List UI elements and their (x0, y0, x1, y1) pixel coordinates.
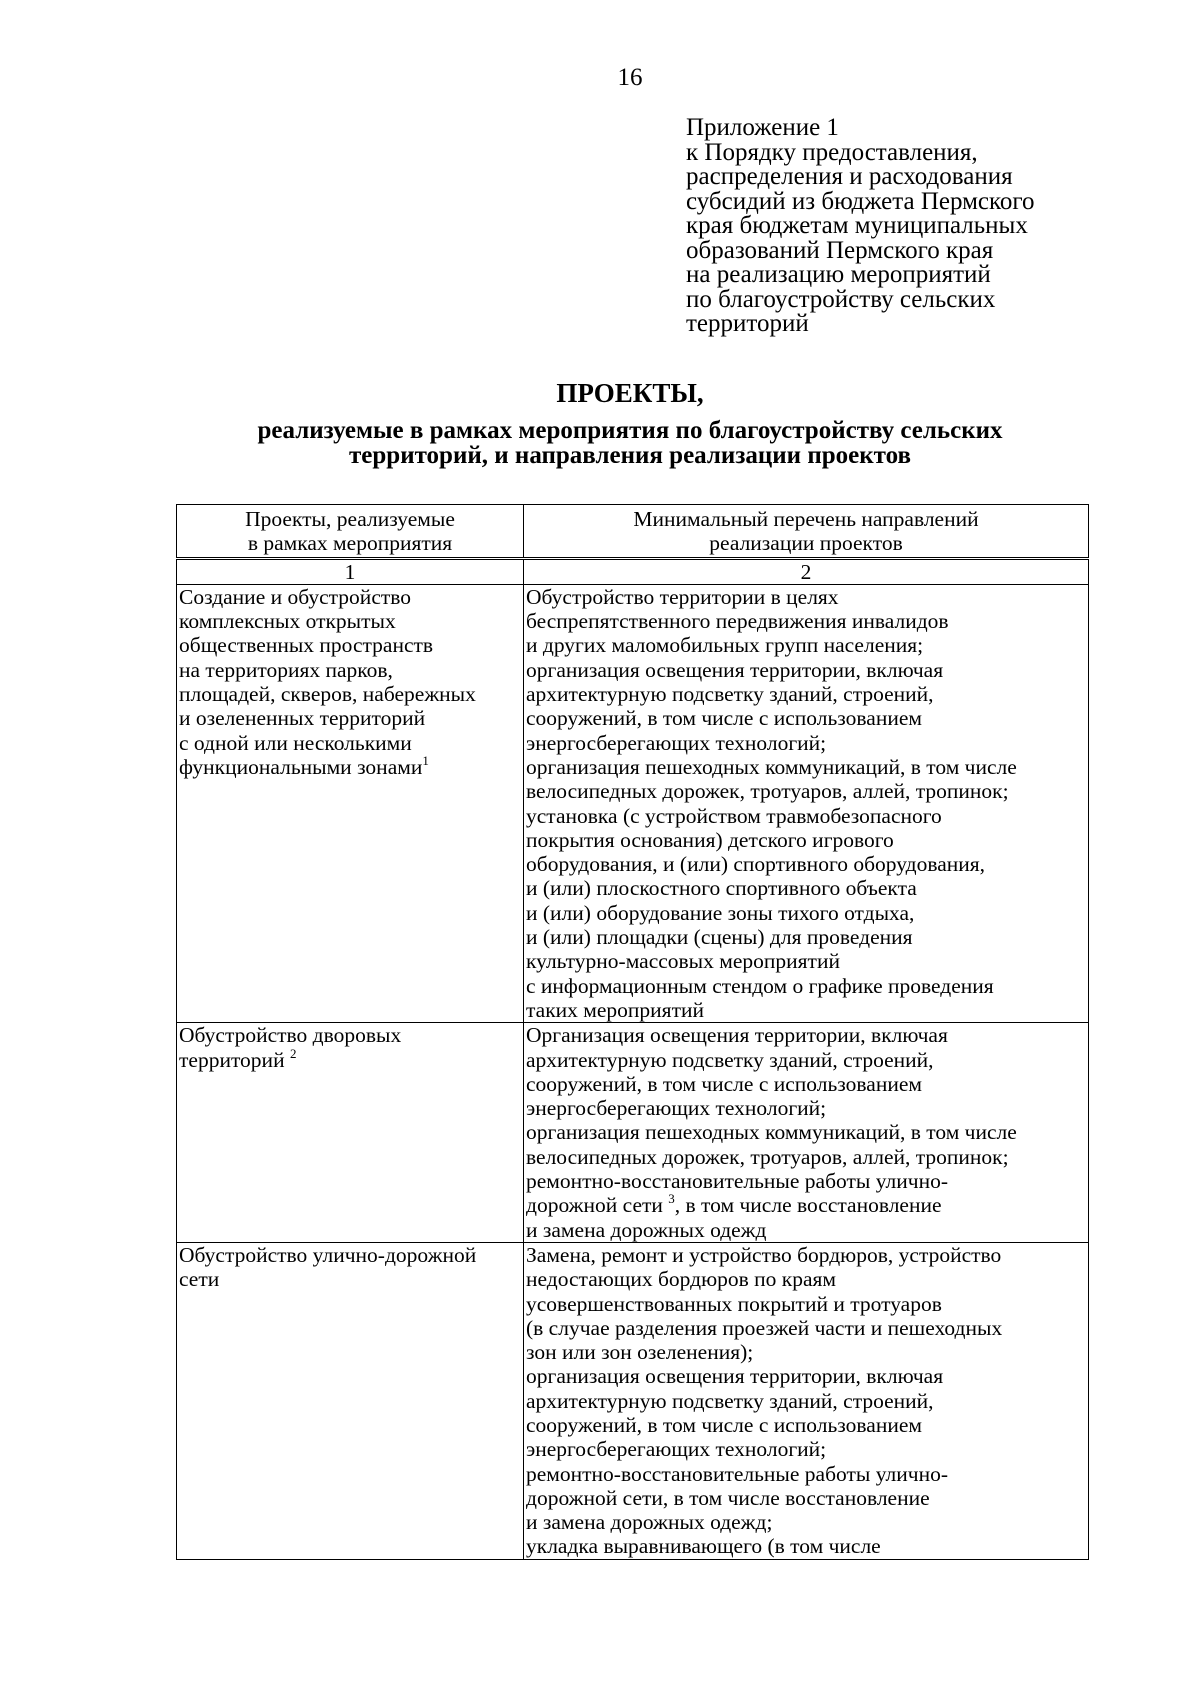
subtitle-line: реализуемые в рамках мероприятия по благоустройству сельских (257, 417, 1003, 444)
cell-line: зон или зон озеленения); (526, 1340, 754, 1365)
cell-line: установка (с устройством травмобезопасного (526, 803, 942, 828)
page-number: 16 (617, 64, 643, 91)
cell-line: укладка выравнивающего (в том числе (526, 1534, 881, 1559)
table-row (177, 584, 1089, 1022)
appendix-line: по благоустройству сельских (686, 285, 996, 313)
cell-line: и (или) площадки (сцены) для проведения (526, 925, 913, 950)
cell-line: дорожной сети, в том числе восстановление (526, 1485, 930, 1510)
cell-line: оборудования, и (или) спортивного оборудования, (526, 852, 986, 877)
cell-line: общественных пространств (179, 633, 434, 658)
cell-line: Организация освещения территории, включая (526, 1023, 948, 1048)
cell-line: энергосберегающих технологий; (526, 1096, 827, 1121)
column-number-row (177, 558, 1089, 584)
cell-line: велосипедных дорожек, тротуаров, аллей, тропинок; (526, 1144, 1009, 1169)
appendix-line: распределения и расходования (686, 163, 1013, 190)
column-number: 1 (177, 558, 524, 584)
header-line: Проекты, реализуемые (245, 507, 455, 531)
cell-line: энергосберегающих технологий; (526, 730, 827, 755)
cell-line: ремонтно-восстановительные работы улично- (526, 1169, 948, 1194)
cell-line-with-footnote (526, 1193, 1086, 1217)
cell-line: и озелененных территорий (179, 706, 426, 731)
directions-cell (524, 1242, 1089, 1559)
cell-line: Обустройство дворовых (179, 1023, 402, 1048)
cell-line: покрытия основания) детского игрового (526, 827, 894, 852)
cell-line: архитектурную подсветку зданий, строений, (526, 1047, 934, 1072)
subtitle-line: территорий, и направления реализации проектов (349, 442, 911, 469)
cell-line: беспрепятственного передвижения инвалидов (526, 609, 949, 634)
projects-table (176, 504, 1089, 1560)
cell-line: и (или) оборудование зоны тихого отдыха, (526, 900, 915, 925)
cell-line: велосипедных дорожек, тротуаров, аллей, тропинок; (526, 779, 1009, 804)
appendix-line: к Порядку предоставления, (686, 138, 978, 166)
appendix-line: Приложение 1 (686, 114, 839, 141)
footnote-mark: 2 (289, 1045, 297, 1061)
cell-line: и замена дорожных одежд (526, 1217, 767, 1242)
cell-line-with-footnote (179, 752, 521, 779)
cell-line: ремонтно-восстановительные работы улично- (526, 1461, 948, 1486)
cell-line: сети (179, 1267, 220, 1292)
header-line: реализации проектов (709, 531, 903, 556)
cell-line: Замена, ремонт и устройство бордюров, устройство (526, 1242, 1002, 1267)
cell-line: комплексных открытых (179, 609, 396, 634)
cell-line: организация пешеходных коммуникаций, в том числе (526, 754, 1017, 779)
cell-line: организация освещения территории, включая (526, 657, 944, 682)
project-cell (177, 1242, 524, 1559)
column-number: 2 (524, 558, 1089, 584)
header-directions (524, 505, 1089, 559)
footnote-mark: 1 (422, 752, 429, 768)
cell-line: сооружений, в том числе с использованием (526, 1071, 922, 1096)
cell-text: , в том числе восстановление (674, 1193, 942, 1218)
cell-line: площадей, скверов, набережных (179, 682, 476, 707)
cell-line: и (или) плоскостного спортивного объекта (526, 876, 917, 901)
cell-line-with-footnote (179, 1045, 521, 1072)
project-cell (177, 1023, 524, 1243)
table-header-row (177, 505, 1089, 559)
cell-text: функциональными зонами (179, 754, 423, 779)
header-line: Минимальный перечень направлений (633, 507, 979, 531)
cell-line: усовершенствованных покрытий и тротуаров (526, 1291, 942, 1316)
header-projects (177, 505, 524, 559)
cell-line: Обустройство территории в целях (526, 584, 839, 609)
cell-line: и замена дорожных одежд; (526, 1510, 773, 1535)
table-row (177, 1023, 1089, 1243)
appendix-line: образований Пермского края (686, 236, 994, 264)
document-subtitle (0, 418, 1200, 468)
cell-line: организация пешеходных коммуникаций, в том числе (526, 1120, 1017, 1145)
document-title: ПРОЕКТЫ, (556, 378, 704, 408)
cell-line: на территориях парков, (179, 657, 393, 682)
directions-cell (524, 584, 1089, 1022)
header-line: в рамках мероприятия (247, 531, 453, 556)
cell-line: Обустройство улично-дорожной (179, 1242, 477, 1267)
appendix-note (686, 116, 1126, 337)
cell-line: сооружений, в том числе с использованием (526, 1412, 922, 1437)
directions-cell (524, 1023, 1089, 1243)
appendix-line: на реализацию мероприятий (686, 261, 991, 288)
cell-text: территорий (179, 1047, 285, 1072)
project-cell (177, 584, 524, 1022)
appendix-line: края бюджетам муниципальных (686, 212, 1028, 239)
cell-line: (в случае разделения проезжей части и пешеходных (526, 1315, 1003, 1340)
cell-line: культурно-массовых мероприятий (526, 949, 840, 974)
cell-line: недостающих бордюров по краям (526, 1267, 837, 1292)
cell-line: таких мероприятий (526, 997, 704, 1022)
appendix-line: субсидий из бюджета Пермского (686, 187, 1035, 215)
table-row (177, 1242, 1089, 1559)
cell-line: архитектурную подсветку зданий, строений, (526, 682, 934, 707)
appendix-line: территорий (686, 310, 809, 337)
footnote-mark: 3 (668, 1191, 675, 1207)
cell-line: с информационным стендом о графике проведения (526, 973, 994, 998)
cell-line: энергосберегающих технологий; (526, 1437, 827, 1462)
cell-line: архитектурную подсветку зданий, строений, (526, 1388, 934, 1413)
cell-line: с одной или несколькими (179, 730, 412, 755)
cell-line: Создание и обустройство (179, 584, 412, 609)
cell-line: и других маломобильных групп населения; (526, 633, 924, 658)
cell-line: сооружений, в том числе с использованием (526, 706, 922, 731)
cell-text: дорожной сети (526, 1193, 663, 1218)
cell-line: организация освещения территории, включая (526, 1364, 944, 1389)
